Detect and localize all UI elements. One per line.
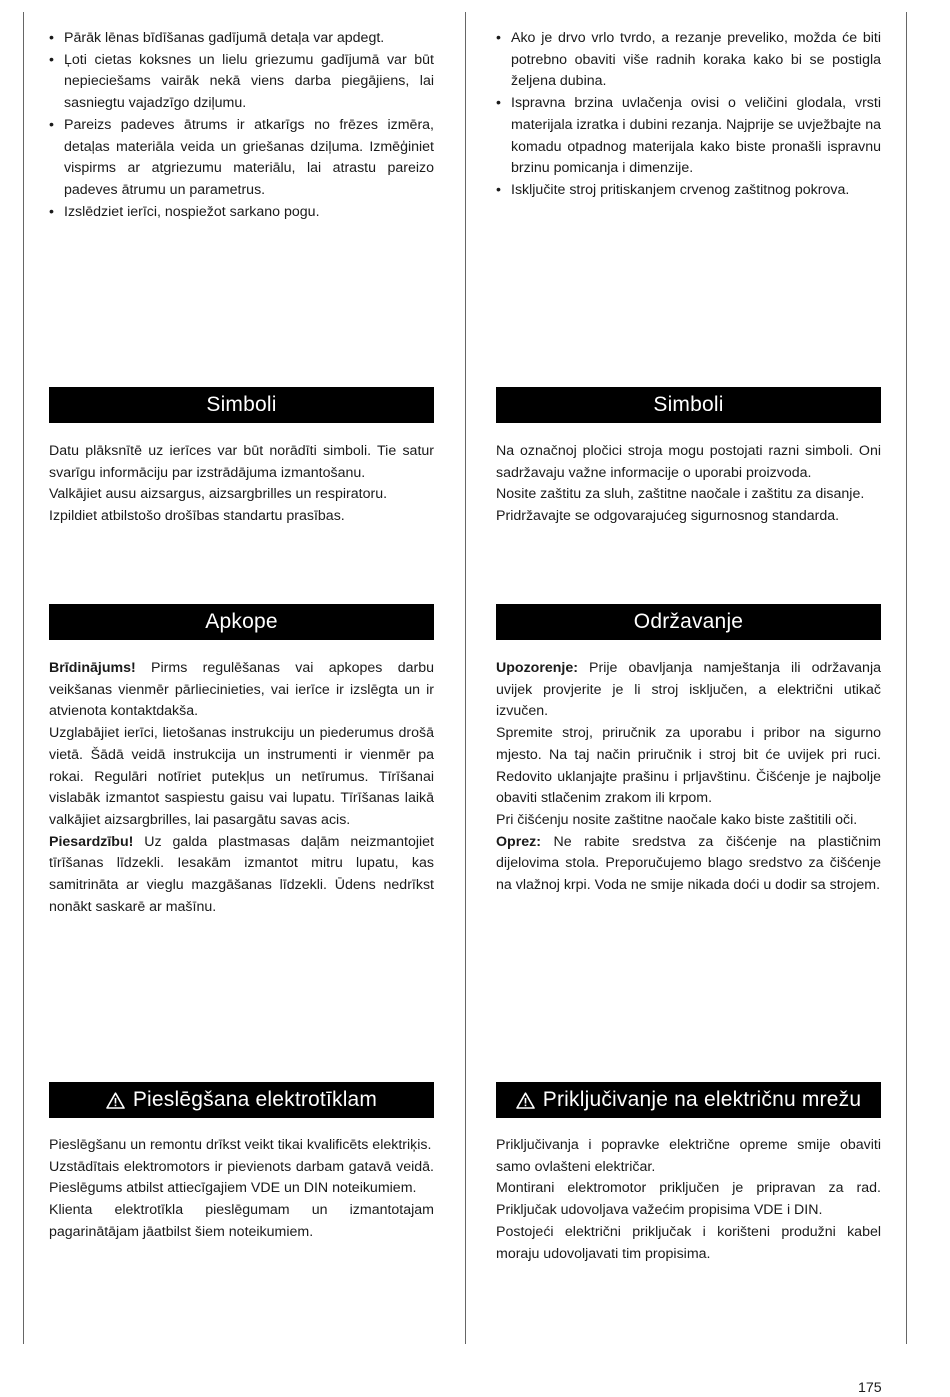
paragraph: Pieslēgšanu un remontu drīkst veikt tikai kvalificēts elektriķis. [49,1137,432,1153]
paragraph: Postojeći električni priključak i korišteni produžni kabel moraju udovoljavati tim propisima. [496,1223,881,1262]
section-heading-maintenance [49,604,434,640]
list-item: • Pārāk lēnas bīdīšanas gadījumā detaļa var apdegt. [49,28,434,50]
maintenance-text [49,658,434,918]
maintenance-text [496,658,881,897]
paragraph [49,658,434,723]
paragraph: Uzstādītais elektromotors ir pievienots darbam gatavā veidā. Pieslēgums atbilst attiecīgajiem VDE un DIN noteikumiem. [49,1158,434,1197]
caution-label: Piesardzību! [49,833,134,850]
paragraph: Spremite stroj, priručnik za uporabu i pribor na sigurno mjesto. Na taj način priručnik i stroj bit će uvijek pri ruci. Redovito uklanjajte prašinu i prljavštinu. Čišćenje je najbolje obaviti stlačenim zrakom ili krpom. [496,725,881,807]
heading-text: Pieslēgšana elektrotīklam [132,1088,378,1111]
heading-text: Simboli [206,393,277,416]
paragraph-text: Pirms regulēšanas vai apkopes darbu veikšanas vienmēr pārliecinieties, vai ierīce ir izslēgta un ir atvienota kontaktdakša. [49,660,434,720]
list-item: • Ļoti cietas koksnes un lielu griezumu gadījumā var būt nepieciešams vairāk nekā viens darba piegājiens, lai sasniegtu vajadzīgo dziļumu. [49,50,434,115]
section-heading-electrical [49,1082,434,1118]
paragraph [496,658,881,723]
section-heading-symbols [49,387,434,423]
heading-text: Priključivanje na električnu mrežu [542,1088,862,1111]
paragraph: Datu plāksnītē uz ierīces var būt norādīti simboli. Tie satur svarīgu informāciju par izstrādājuma izmantošanu. [49,443,434,481]
warning-triangle-icon [106,1092,125,1109]
symbols-text [49,441,434,528]
paragraph: Montirani elektromotor priključen je pripravan za rad. Priključak udovoljava važećim propisima VDE i DIN. [496,1180,881,1219]
paragraph: Klienta elektrotīkla pieslēgumam un izmantotajam pagarinātājam jāatbilst šiem noteikumiem. [49,1202,434,1240]
paragraph: Nosite zaštitu za sluh, zaštitne naočale i zaštitu za disanje. [496,486,865,503]
paragraph [49,832,434,919]
left-bullet-list [49,28,434,223]
electrical-text [496,1135,881,1265]
warning-triangle-icon [516,1092,535,1109]
paragraph: Priključivanja i popravke električne opreme smije obaviti samo ovlašteni električar. [496,1137,881,1175]
list-item: • Pareizs padeves ātrums ir atkarīgs no frēzes izmēra, detaļas materiāla veida un griešanas dziļuma. Izmēģiniet vispirms ar atgriezumu materiālu, lai atrastu pareizo padeves ātrumu un parametrus. [49,115,434,202]
paragraph: Valkājiet ausu aizsargus, aizsargbrilles un respiratoru. [49,486,388,503]
paragraph: Izpildiet atbilstošo drošības standartu prasības. [49,508,345,525]
section-heading-maintenance [496,604,881,640]
paragraph: Pridržavajte se odgovarajućeg sigurnosnog standarda. [496,508,840,525]
right-margin-rule [906,12,907,1344]
heading-text: Simboli [653,393,724,416]
caution-label: Oprez: [496,833,541,850]
paragraph-text: Ne rabite sredstva za čišćenje na plastičnim dijelovima stola. Preporučujemo blago sredstvo za čišćenje na vlažnoj krpi. Voda ne smije nikada doći u dodir sa strojem. [496,833,881,894]
list-item: • Izslēdziet ierīci, nospiežot sarkano pogu. [49,202,434,224]
electrical-text [49,1135,434,1244]
list-item: • Isključite stroj pritiskanjem crvenog zaštitnog pokrova. [496,180,881,202]
paragraph-text: Uz galda plastmasas daļām neizmantojiet tīrīšanas līdzekli. Iesakām izmantot mitru lupatu, kas samitrināta ar vieglu mazgāšanas līdzekli. Ūdens nedrīkst nonākt saskarē ar mašīnu. [49,833,434,915]
left-margin-rule [23,12,24,1344]
warning-label: Upozorenje: [496,660,578,676]
paragraph [496,832,881,897]
warning-label: Brīdinājums! [49,660,136,676]
heading-text: Apkope [205,610,278,633]
right-bullet-list [496,28,881,202]
section-heading-electrical [496,1082,881,1118]
paragraph: Na označnoj pločici stroja mogu postojati razni simboli. Oni sadržavaju važne informacije o uporabi proizvoda. [496,443,881,481]
paragraph: Pri čišćenju nosite zaštitne naočale kako biste zaštitili oči. [496,811,858,828]
page-number: 175 [858,1380,882,1396]
paragraph: Uzglabājiet ierīci, lietošanas instrukciju un piederumus drošā vietā. Šādā veidā instrukcija un instrumenti ir vienmēr pa rokai. Regulāri notīriet putekļus un netīrumus. Tīrīšanai vislabāk izmantot saspiestu gaisu vai lupatu. Tīrīšanas laikā valkājiet aizsargbrilles, lai pasargātu savas acis. [49,725,434,828]
paragraph-text: Prije obavljanja namještanja ili održavanja uvijek provjerite je li stroj isključen, a električni utikač izvučen. [496,660,881,720]
list-item: • Ispravna brzina uvlačenja ovisi o veličini glodala, vrsti materijala izratka i dubini rezanja. Najprije se uvježbajte na komadu otpadnog materijala kako biste pronašli ispravnu brzinu pomicanja i dimenzije. [496,93,881,180]
center-divider-rule [465,12,466,1344]
symbols-text [496,441,881,528]
heading-text: Održavanje [633,610,744,633]
list-item: • Ako je drvo vrlo tvrdo, a rezanje preveliko, možda će biti potrebno obaviti više radnih koraka kako bi se postigla željena dubina. [496,28,881,93]
section-heading-symbols [496,387,881,423]
